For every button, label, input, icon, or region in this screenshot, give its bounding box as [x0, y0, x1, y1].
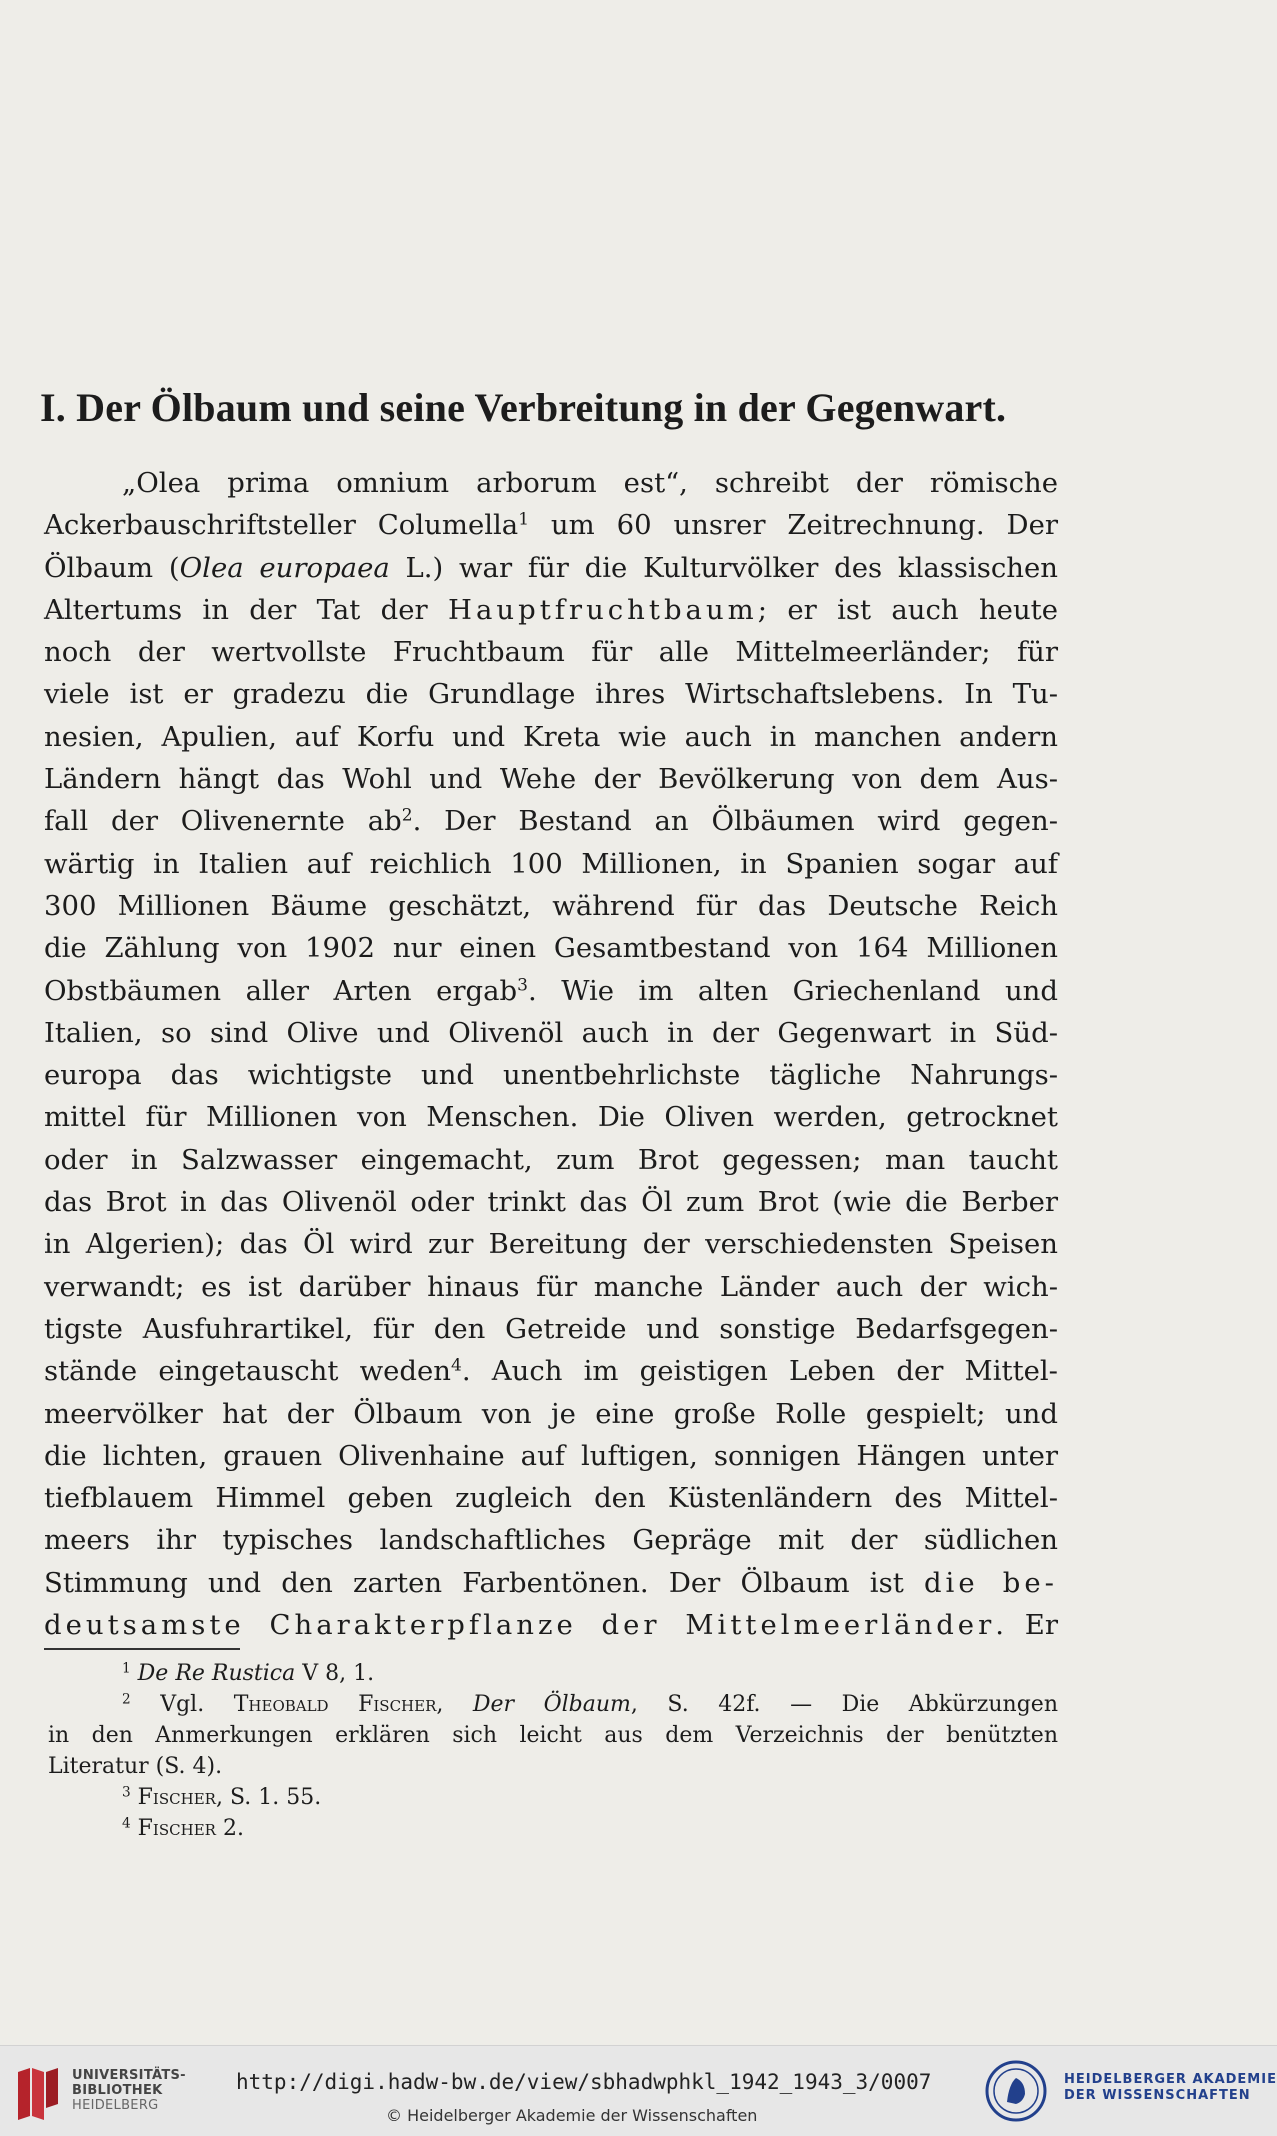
footnote-number: 4 [122, 1815, 131, 1832]
text-run: fall der Olivenernte ab [44, 805, 402, 838]
text-run: , [436, 1692, 473, 1717]
text-line: tiefblauem Himmel geben zugleich den Küstenländern des Mittel- [44, 1482, 1058, 1515]
hadw-seal-icon[interactable] [985, 2060, 1047, 2122]
text-line: Ländern hängt das Wohl und Wehe der Bevölkerung von dem Aus- [44, 763, 1058, 796]
text-run: , S. 42f. — Die Abkürzungen [630, 1692, 1058, 1717]
text-run: 2. [215, 1816, 244, 1841]
text-line: verwandt; es ist darüber hinaus für manche Länder auch der wich- [44, 1270, 1058, 1303]
footnote-1 [48, 1658, 1058, 1689]
footnote-separator [44, 1648, 240, 1650]
footnote-ref-1: 1 [518, 509, 530, 530]
footnote-number: 2 [122, 1691, 131, 1708]
text-run: V 8, 1. [295, 1661, 375, 1686]
text-line: das Brot in das Olivenöl oder trinkt das Öl zum Brot (wie die Berber [44, 1186, 1058, 1219]
ub-label-line: BIBLIOTHEK [72, 2083, 163, 2098]
permalink-url[interactable]: http://digi.hadw-bw.de/view/sbhadwphkl_1942_1943_3/0007 [236, 2070, 932, 2094]
hadw-label[interactable] [1064, 2072, 1277, 2104]
footnotes [48, 1658, 1058, 1844]
chapter-title: I. Der Ölbaum und seine Verbreitung in der Gegenwart. [40, 385, 1007, 430]
text-line: meers ihr typisches landschaftliches Gepräge mit der südlichen [44, 1524, 1058, 1557]
text-line [44, 504, 1058, 546]
text-run: Vgl. [160, 1692, 234, 1717]
author-name: Fischer [137, 1785, 216, 1810]
text-line: in Algerien); das Öl wird zur Bereitung der verschiedensten Speisen [44, 1228, 1058, 1261]
text-line: nesien, Apulien, auf Korfu und Kreta wie auch in manchen andern [44, 720, 1058, 753]
text-run: stände eingetauscht weden [44, 1355, 451, 1388]
text-line [44, 1604, 1058, 1646]
text-run: Obstbäumen aller Arten ergab [44, 974, 518, 1007]
text-line: tigste Ausfuhrartikel, für den Getreide und sonstige Bedarfsgegen- [44, 1312, 1058, 1345]
ub-heidelberg-label[interactable] [72, 2068, 186, 2113]
text-run: . Der Bestand an Ölbäumen wird gegen- [412, 805, 1059, 838]
footnote-4 [48, 1813, 1058, 1844]
author-name: Fischer [137, 1816, 216, 1841]
text-line [44, 589, 1058, 631]
footnote-2-line-3: Literatur (S. 4). [48, 1754, 223, 1779]
emphasis-spaced: die be- [923, 1566, 1058, 1599]
footnote-ref-4: 4 [451, 1355, 462, 1376]
text-line: 300 Millionen Bäume geschätzt, während für das Deutsche Reich [44, 889, 1058, 922]
text-run: Ackerbauschriftsteller Columella [44, 509, 519, 542]
text-line: oder in Salzwasser eingemacht, zum Brot gegessen; man taucht [44, 1143, 1058, 1176]
footnote-number: 1 [122, 1660, 131, 1677]
footnote-2-line-2: in den Anmerkungen erklären sich leicht aus dem Verzeichnis der benützten [48, 1723, 1058, 1748]
work-title: Der Ölbaum [472, 1692, 631, 1717]
emphasis-spaced: Hauptfruchtbaum [448, 593, 758, 626]
work-title: De Re Rustica [137, 1661, 296, 1686]
text-line: meervölker hat der Ölbaum von je eine große Rolle gespielt; und [44, 1397, 1058, 1430]
text-line: mittel für Millionen von Menschen. Die Oliven werden, getrocknet [44, 1101, 1058, 1134]
text-line: die lichten, grauen Olivenhaine auf luftigen, sonnigen Hängen unter [44, 1439, 1058, 1472]
ub-label-line: UNIVERSITÄTS- [72, 2068, 186, 2083]
footnote-number: 3 [122, 1784, 131, 1801]
footnote-3 [48, 1782, 1058, 1813]
text-run: ; er ist auch heute [757, 593, 1058, 626]
text-line [44, 800, 1058, 842]
text-line [44, 547, 1058, 589]
footnote-2 [48, 1689, 1058, 1720]
text-line: Italien, so sind Olive und Olivenöl auch in der Gegenwart in Süd- [44, 1016, 1058, 1049]
author-name: Theobald Fischer [233, 1692, 437, 1717]
hadw-label-line: DER WISSENSCHAFTEN [1064, 2088, 1251, 2103]
emphasis-spaced: deutsamste Charakterpflanze der Mittelmeerländer [44, 1609, 996, 1642]
footnote-ref-3: 3 [517, 975, 528, 996]
text-run: , S. 1. 55. [215, 1785, 322, 1810]
footnote-ref-2: 2 [401, 806, 413, 826]
text-line: viele ist er gradezu die Grundlage ihres Wirtschaftslebens. In Tu- [44, 678, 1058, 711]
viewer-footer [0, 2045, 1277, 2136]
text-line: europa das wichtigste und unentbehrlichste tägliche Nahrungs- [44, 1059, 1058, 1092]
species-name: Olea europaea [179, 551, 390, 584]
text-run: . Wie im alten Griechenland und [527, 974, 1058, 1007]
text-line [44, 1350, 1058, 1392]
text-run: Stimmung und den zarten Farbentönen. Der Ölbaum ist [44, 1566, 924, 1599]
ub-heidelberg-logo-icon[interactable] [14, 2064, 62, 2122]
text-line: die Zählung von 1902 nur einen Gesamtbestand von 164 Millionen [44, 932, 1058, 965]
text-line: „Olea prima omnium arborum est“, schreibt der römische [122, 467, 1058, 499]
ub-label-line: HEIDELBERG [72, 2098, 159, 2113]
main-paragraph [44, 462, 1058, 1646]
text-run: um 60 unsrer Zeitrechnung. Der [529, 509, 1058, 542]
text-run: . Auch im geistigen Leben der Mittel- [461, 1355, 1058, 1388]
text-run: L.) war für die Kulturvölker des klassischen [389, 551, 1058, 584]
text-line [44, 970, 1058, 1012]
text-line: noch der wertvollste Fruchtbaum für alle Mittelmeerländer; für [44, 636, 1058, 669]
text-line [44, 1562, 1058, 1604]
text-run: . Er [995, 1609, 1058, 1642]
text-run: Ölbaum ( [44, 551, 180, 584]
copyright-notice: © Heidelberger Akademie der Wissenschaften [386, 2106, 758, 2125]
text-line: wärtig in Italien auf reichlich 100 Millionen, in Spanien sogar auf [44, 847, 1058, 880]
text-run: Altertums in der Tat der [44, 593, 448, 626]
hadw-label-line: HEIDELBERGER AKADEMIE [1064, 2072, 1277, 2087]
